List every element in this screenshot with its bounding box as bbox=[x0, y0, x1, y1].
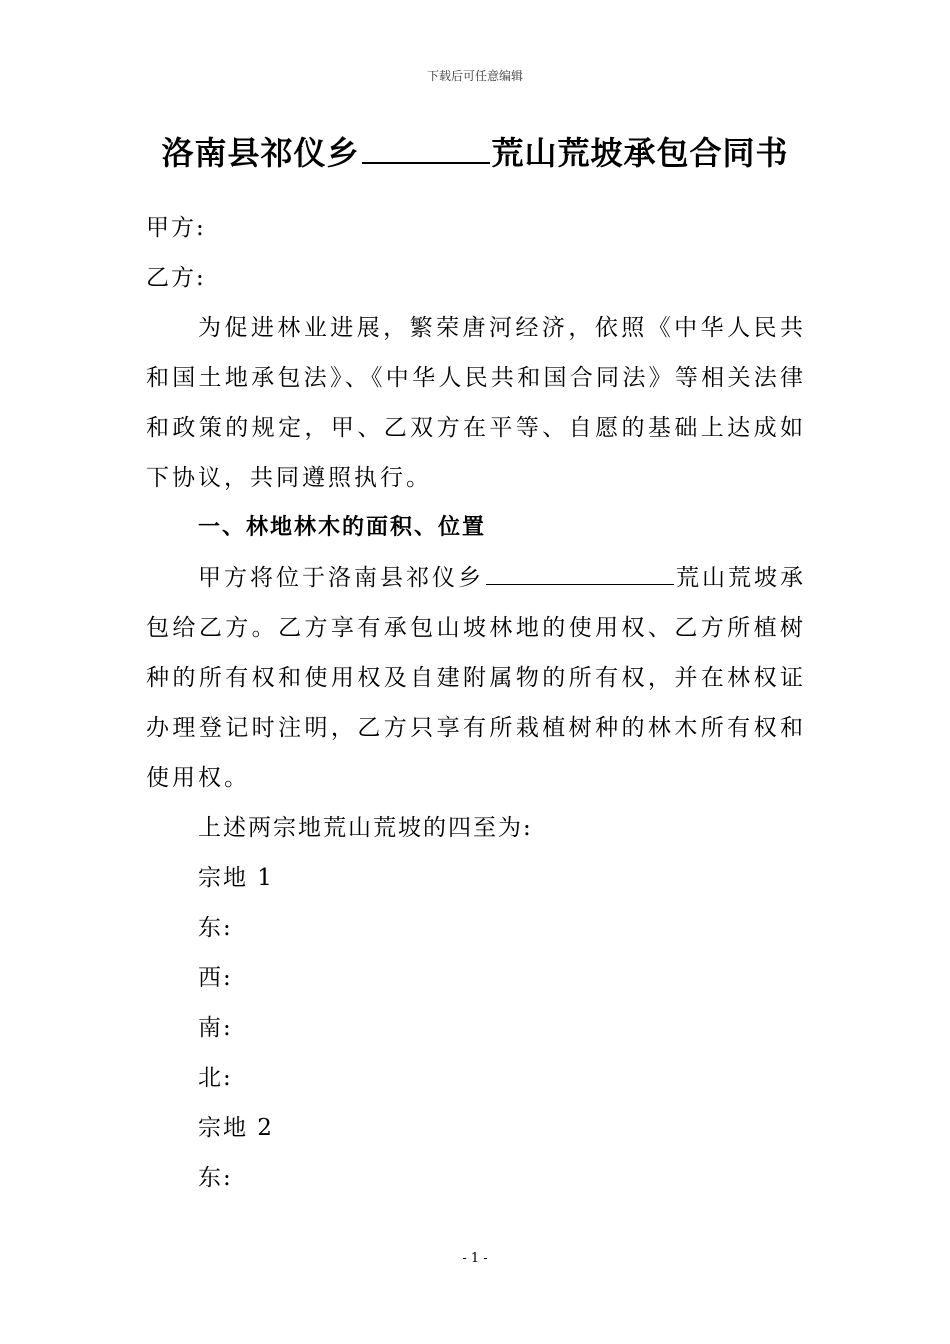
section1-lead-prefix: 甲方将位于洛南县祁仪乡 bbox=[198, 565, 484, 591]
section1-lead-suffix: 荒山荒坡承 bbox=[676, 565, 806, 591]
title-prefix: 洛南县祁仪乡 bbox=[161, 134, 360, 172]
plot1-west: 西: bbox=[198, 965, 233, 991]
location-blank bbox=[486, 566, 674, 585]
plot1-north: 北: bbox=[198, 1065, 233, 1091]
section1-heading: 一、林地林木的面积、位置 bbox=[198, 515, 487, 540]
boundary-intro: 上述两宗地荒山荒坡的四至为: bbox=[198, 815, 533, 841]
plot2-label: 宗地 2 bbox=[198, 1115, 274, 1141]
party-b: 乙方: bbox=[146, 265, 206, 291]
section1-rest: 包给乙方。乙方享有承包山坡林地的使用权、乙方所植树种的所有权和使用权及自建附属物的所有权，并在林权证办理登记时注明，乙方只享有所栽植树种的林木所有权和使用权。 bbox=[146, 615, 806, 791]
document-title bbox=[0, 128, 950, 174]
plot1-south: 南: bbox=[198, 1015, 233, 1041]
header-note: 下载后可任意编辑 bbox=[426, 69, 523, 83]
plot1-label: 宗地 1 bbox=[198, 865, 274, 891]
plot2-east: 东: bbox=[198, 1165, 233, 1191]
plot1-east: 东: bbox=[198, 915, 233, 941]
intro-paragraph: 为促进林业进展，繁荣唐河经济，依照《中华人民共和国土地承包法》、《中华人民共和国合同法》等相关法律和政策的规定，甲、乙双方在平等、自愿的基础上达成如下协议，共同遵照执行。 bbox=[146, 315, 806, 491]
document-body bbox=[146, 203, 806, 1203]
title-suffix: 荒山荒坡承包合同书 bbox=[491, 134, 789, 172]
title-blank bbox=[362, 142, 490, 164]
party-a: 甲方: bbox=[146, 215, 206, 241]
page-number: - 1 - bbox=[462, 1251, 488, 1266]
section1-paragraph bbox=[146, 553, 806, 803]
